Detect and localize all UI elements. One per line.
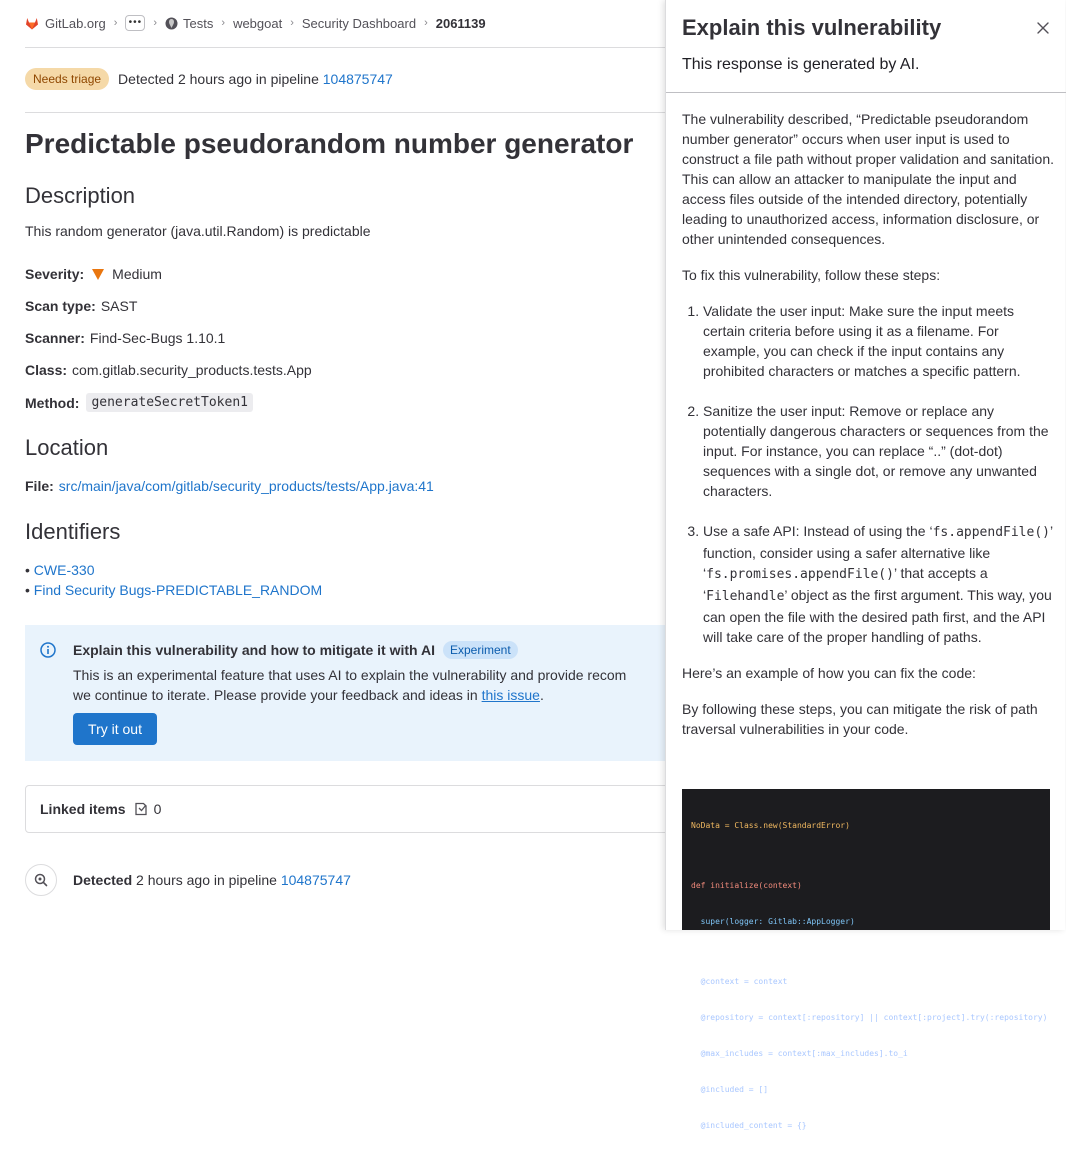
try-it-out-button[interactable]: Try it out (73, 713, 157, 745)
linked-items-label: Linked items (40, 801, 126, 817)
pipeline-link[interactable]: 104875747 (322, 71, 393, 87)
scan-type-field (25, 298, 137, 314)
close-icon[interactable] (1033, 18, 1053, 38)
response-paragraph: The vulnerability described, “Predictable pseudorandom number generator” occurs when user input is used to construct a file path without proper validation and sanitation. This can allow an attacker to manipulate the input and access files outside of the intended directory, potentially leading to unauthorized access, information disclosure, or other unintended consequences. (682, 111, 1055, 247)
ai-banner-line2-end: . (539, 687, 544, 703)
status-row (25, 68, 393, 90)
steps-list (682, 301, 1054, 647)
breadcrumb-separator: › (221, 17, 226, 29)
pipeline-link-footer[interactable]: 104875747 (280, 872, 351, 888)
description-heading: Description (25, 183, 136, 208)
search-icon (25, 864, 57, 896)
breadcrumb-ellipsis-button[interactable]: ••• (125, 15, 145, 31)
gitlab-tanuki-icon (25, 17, 39, 30)
ai-banner-line2 (73, 685, 723, 705)
ai-banner-title (73, 641, 518, 659)
file-link[interactable]: src/main/java/com/gitlab/security_products/tests/App.java:41 (58, 478, 434, 494)
step-item (703, 521, 1054, 647)
scan-type-label: Scan type: (25, 298, 96, 314)
code-line: def initialize(context) (691, 881, 802, 890)
method-value: generateSecretToken1 (86, 393, 253, 412)
breadcrumb-item-gitlab-org[interactable] (25, 16, 106, 31)
class-value: com.gitlab.security_products.tests.App (72, 362, 312, 378)
divider (25, 47, 725, 48)
class-label: Class: (25, 362, 68, 378)
breadcrumb-separator: › (113, 17, 118, 29)
file-field (25, 478, 434, 494)
ai-banner-line1: This is an experimental feature that uses AI to explain the vulnerability and provide recom (73, 667, 627, 683)
severity-medium-icon (92, 269, 104, 280)
response-paragraph: Here’s an example of how you can fix the code: (682, 665, 976, 681)
scan-type-value: SAST (100, 298, 138, 314)
inline-code: fs.appendFile() (932, 525, 1050, 540)
response-paragraph: By following these steps, you can mitigate the risk of path traversal vulnerabilities in your code. (682, 701, 1038, 737)
status-badge: Needs triage (25, 68, 109, 90)
divider (25, 112, 725, 113)
experiment-badge: Experiment (443, 641, 518, 659)
issues-icon (134, 802, 148, 816)
step3-text: Use a safe API: Instead of using the ‘ (703, 523, 933, 539)
drawer-subtitle: This response is generated by AI. (682, 56, 920, 73)
detected-bold: Detected (73, 872, 133, 888)
description-text: This random generator (java.util.Random) is predictable (25, 223, 371, 239)
identifier-link-find-sec-bugs[interactable]: Find Security Bugs-PREDICTABLE_RANDOM (33, 582, 323, 598)
scanner-label: Scanner: (25, 330, 85, 346)
breadcrumb-label: Tests (183, 15, 214, 31)
project-avatar-icon (165, 17, 178, 30)
ai-banner-text (73, 665, 723, 705)
class-field (25, 362, 312, 378)
explain-vulnerability-drawer (665, 0, 1065, 1130)
code-line: @max_includes = context[:max_includes].to_i (691, 1049, 908, 1058)
breadcrumb-item-current[interactable]: 2061139 (435, 15, 486, 31)
identifier-link-cwe[interactable]: CWE-330 (33, 562, 95, 578)
step-item: 1. Validate the user input: Make sure the input meets certain criteria before using it as a filename. For example, you can check if the input contains any prohibited characters or matches a specific pattern. (703, 301, 1054, 381)
method-label: Method: (25, 394, 80, 411)
identifiers-heading: Identifiers (25, 519, 121, 544)
ai-response-body (682, 109, 1054, 755)
breadcrumb-item-security-dashboard[interactable]: Security Dashboard (301, 15, 417, 31)
identifier-item: • CWE-330 (25, 562, 95, 578)
detected-text: Detected 2 hours ago in pipeline (118, 71, 319, 87)
info-icon (40, 642, 56, 658)
inline-code: fs.promises.appendFile() (706, 567, 894, 582)
severity-field (25, 266, 162, 282)
breadcrumb-separator: › (424, 17, 428, 29)
file-label: File: (25, 478, 54, 494)
severity-value: Medium (112, 266, 162, 282)
response-paragraph: To fix this vulnerability, follow these steps: (682, 267, 941, 283)
code-line: @included = [] (691, 1085, 769, 1094)
page-title: Predictable pseudorandom number generator (25, 128, 634, 159)
inline-code: Filehandle (706, 589, 785, 604)
location-heading: Location (25, 435, 109, 460)
scanner-value: Find-Sec-Bugs 1.10.1 (89, 330, 226, 346)
detection-history-item (25, 864, 351, 896)
ai-explain-banner (25, 625, 725, 761)
code-line: @context = context (691, 977, 788, 986)
linked-items-count: 0 (153, 801, 162, 817)
step3-text: ’ that accepts a ‘ (703, 565, 988, 603)
vulnerability-page (25, 0, 725, 930)
linked-items-card (25, 785, 725, 833)
identifier-item: • Find Security Bugs-PREDICTABLE_RANDOM (25, 582, 323, 598)
feedback-issue-link[interactable]: this issue (481, 687, 540, 703)
breadcrumb (25, 14, 486, 32)
code-screenshot (682, 789, 1050, 1130)
ai-banner-title-text: Explain this vulnerability and how to mitigate it with AI (73, 642, 435, 658)
step-item: 2. Sanitize the user input: Remove or replace any potentially dangerous characters or sequences from the input. For instance, you can replace “..” (dot-dot) sequences with a single dot, or remove any unwanted characters. (703, 401, 1054, 501)
method-field (25, 393, 253, 412)
severity-label: Severity: (25, 266, 85, 282)
ai-banner-line2-text: we continue to iterate. Please provide your feedback and ideas in (73, 687, 482, 703)
code-line: super(logger: Gitlab::AppLogger) (691, 917, 855, 926)
drawer-title: Explain this vulnerability (682, 15, 942, 40)
breadcrumb-item-tests[interactable] (165, 16, 213, 31)
code-line: NoData = Class.new(StandardError) (691, 821, 850, 830)
divider (666, 92, 1066, 93)
code-line: @repository = context[:repository] || context[:project].try(:repository) (691, 1013, 1048, 1022)
code-line: @included_content = {} (691, 1121, 807, 1130)
breadcrumb-label: GitLab.org (45, 15, 106, 31)
step3-text: ’ function, consider using a safer alternative like ‘ (703, 523, 1053, 581)
breadcrumb-separator: › (153, 17, 158, 29)
step3-text: ’ object as the first argument. This way, you can open the file with the desired path first, and the API will take care of the proper handling of paths. (703, 587, 1052, 645)
breadcrumb-item-webgoat[interactable]: webgoat (233, 15, 283, 31)
scanner-field (25, 330, 225, 346)
breadcrumb-separator: › (290, 17, 294, 29)
detected-history-text: 2 hours ago in pipeline (132, 872, 281, 888)
